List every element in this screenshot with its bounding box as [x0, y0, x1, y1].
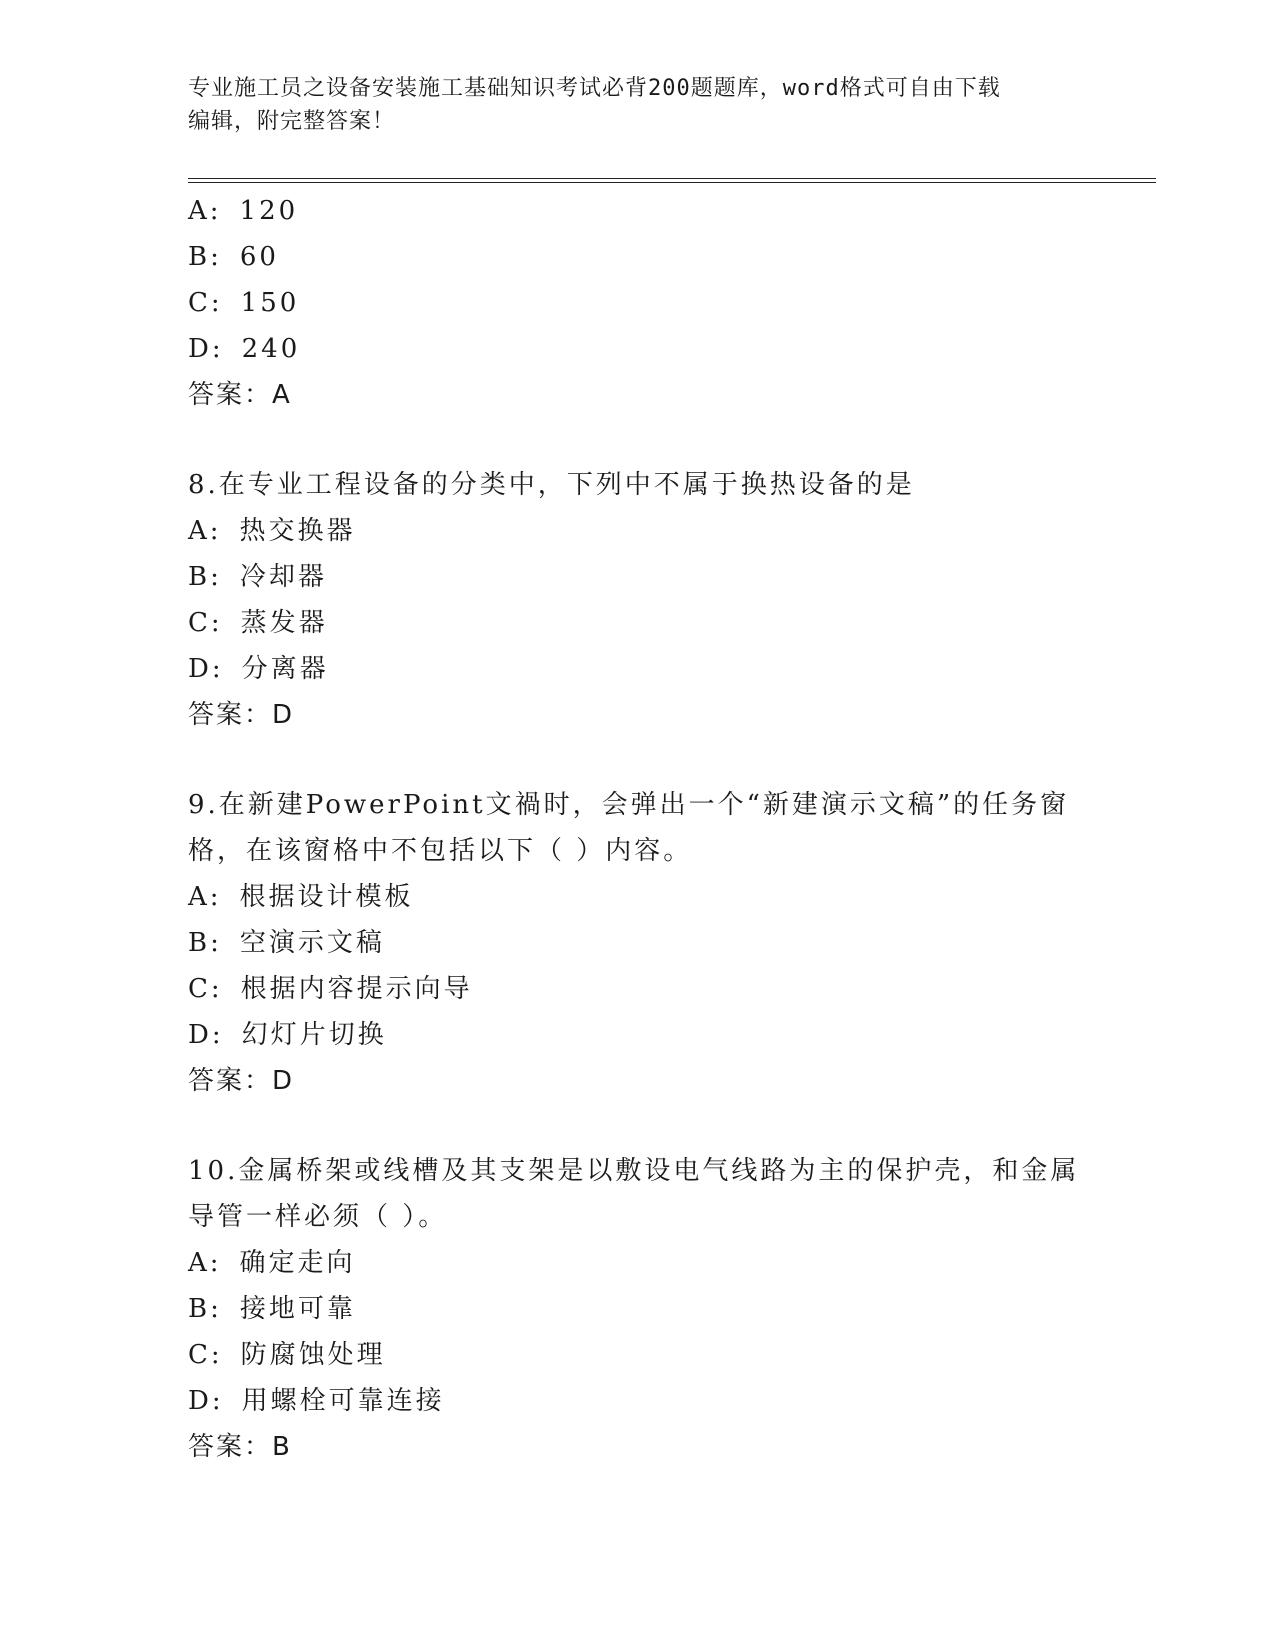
question-stem: 8.在专业工程设备的分类中，下列中不属于换热设备的是	[188, 470, 915, 500]
option-text: 240	[241, 334, 301, 364]
option-key: D:	[188, 654, 224, 684]
option-text: 热交换器	[239, 516, 356, 546]
option-d	[188, 1378, 1088, 1424]
document-header	[188, 72, 1068, 138]
option-key: A:	[188, 196, 222, 226]
option-a	[188, 508, 1088, 554]
question-stem-line-2: 导管一样必须（ ）。	[188, 1202, 448, 1232]
option-b	[188, 554, 1088, 600]
option-a	[188, 1240, 1088, 1286]
option-key: A:	[188, 516, 222, 546]
answer-line: 答案：D	[188, 1066, 295, 1096]
option-d	[188, 326, 1088, 372]
option-text: 空演示文稿	[239, 928, 385, 958]
option-text: 用螺栓可靠连接	[241, 1386, 445, 1416]
option-d	[188, 1012, 1088, 1058]
option-text: 分离器	[241, 654, 329, 684]
question-stem-line-1: 9.在新建PowerPoint文禍时，会弹出一个“新建演示文稿”的任务窗	[188, 790, 1070, 820]
option-text: 根据内容提示向导	[240, 974, 473, 1004]
option-key: D:	[188, 1020, 224, 1050]
question-stem-line-2: 格，在该窗格中不包括以下（ ）内容。	[188, 836, 693, 866]
question-9	[188, 782, 1088, 1104]
option-key: A:	[188, 1248, 222, 1278]
answer-line: 答案：A	[188, 380, 292, 410]
option-b	[188, 234, 1088, 280]
option-key: C:	[188, 1340, 223, 1370]
option-text: 接地可靠	[239, 1294, 356, 1324]
option-key: B:	[188, 1294, 222, 1324]
header-double-rule	[188, 178, 1156, 183]
option-a	[188, 874, 1088, 920]
option-c	[188, 600, 1088, 646]
option-key: C:	[188, 288, 223, 318]
option-d	[188, 646, 1088, 692]
option-key: D:	[188, 334, 224, 364]
option-key: A:	[188, 882, 222, 912]
question-stem-line-1: 10.金属桥架或线槽及其支架是以敷设电气线路为主的保护壳，和金属	[188, 1156, 1080, 1186]
option-c	[188, 1332, 1088, 1378]
answer-line: 答案：D	[188, 700, 295, 730]
option-text: 60	[239, 242, 279, 272]
option-key: D:	[188, 1386, 224, 1416]
option-c	[188, 280, 1088, 326]
question-list	[188, 188, 1088, 1470]
option-text: 防腐蚀处理	[240, 1340, 386, 1370]
option-text: 150	[240, 288, 300, 318]
question-8	[188, 462, 1088, 738]
option-text: 幻灯片切换	[241, 1020, 387, 1050]
option-key: B:	[188, 562, 222, 592]
option-text: 120	[239, 196, 299, 226]
answer-line: 答案：B	[188, 1432, 292, 1462]
question-10	[188, 1148, 1088, 1470]
option-b	[188, 1286, 1088, 1332]
header-title-line-1: 专业施工员之设备安装施工基础知识考试必背200题题库，word格式可自由下载	[188, 76, 1001, 101]
option-key: C:	[188, 608, 223, 638]
option-key: B:	[188, 242, 222, 272]
option-text: 根据设计模板	[239, 882, 414, 912]
option-key: C:	[188, 974, 223, 1004]
option-text: 冷却器	[239, 562, 327, 592]
option-c	[188, 966, 1088, 1012]
option-b	[188, 920, 1088, 966]
question-7	[188, 188, 1088, 418]
header-title-line-2: 编辑，附完整答案！	[188, 109, 396, 134]
option-a	[188, 188, 1088, 234]
option-key: B:	[188, 928, 222, 958]
option-text: 蒸发器	[240, 608, 328, 638]
option-text: 确定走向	[239, 1248, 356, 1278]
